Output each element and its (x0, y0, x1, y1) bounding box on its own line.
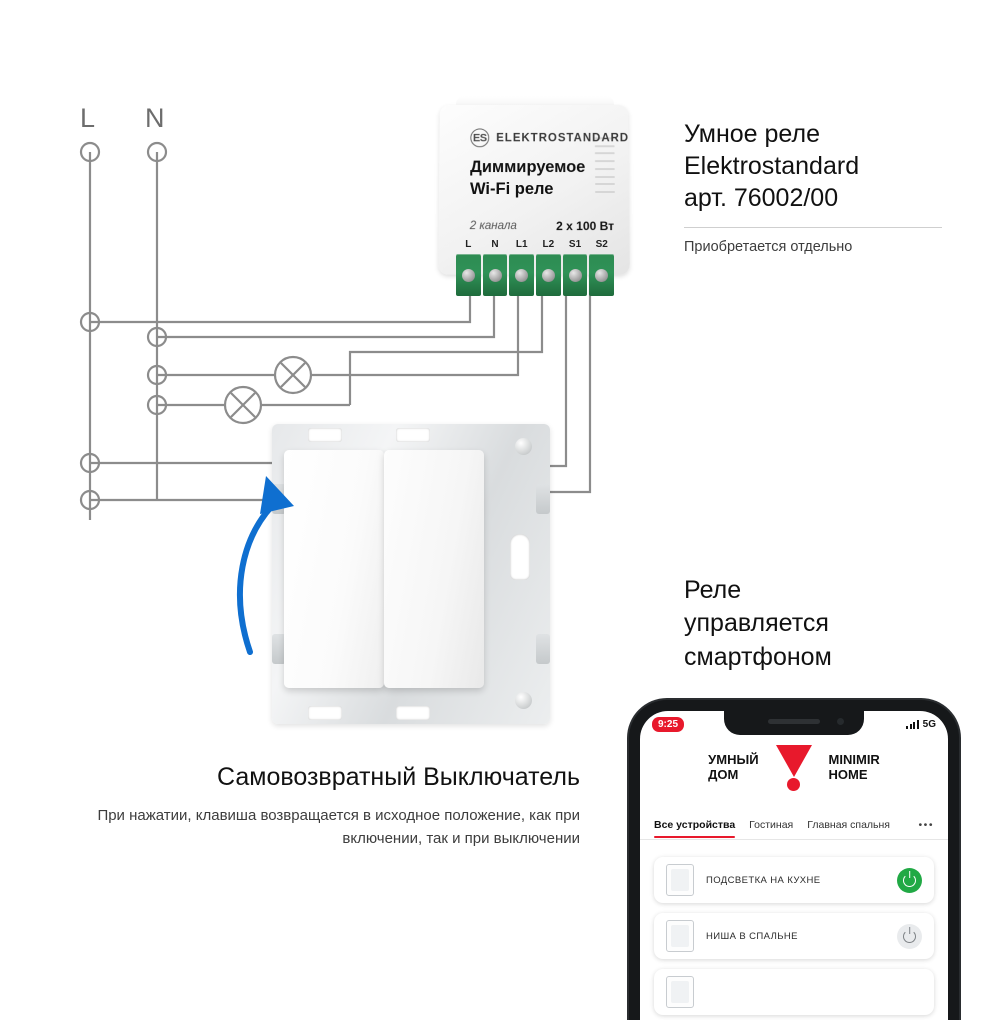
device-name: НИША В СПАЛЬНЕ (706, 930, 798, 942)
app-logo-icon (773, 745, 815, 791)
es-logo-icon: ES (470, 128, 489, 147)
relay-title-line1: Диммируемое (470, 158, 586, 177)
terminal-s1 (563, 239, 588, 296)
network-type-label: 5G (922, 718, 936, 730)
status-bar (640, 711, 948, 737)
phone-caption-line3: смартфоном (684, 642, 832, 671)
frame-hole (396, 428, 430, 442)
tab-living-room[interactable]: Гостиная (749, 819, 794, 831)
frame-hole (308, 428, 342, 442)
relay-brand (470, 128, 629, 147)
phone-screen (640, 711, 948, 1020)
terminal-label-s2: S2 (595, 239, 608, 250)
frame-screw (515, 692, 532, 709)
info-divider (684, 227, 942, 228)
relay-info-title-line3: арт. 76002/00 (684, 184, 839, 212)
app-logo-left-text (708, 753, 758, 783)
terminal-label-l: L (465, 239, 472, 250)
status-right (906, 719, 936, 730)
device-power-toggle-off[interactable] (897, 924, 922, 949)
device-card-partial[interactable] (654, 969, 934, 1015)
tab-bar-divider (640, 839, 948, 840)
app-logo-right-line1: MINIMIR (828, 752, 880, 768)
device-icon (666, 920, 694, 952)
terminal-l (456, 239, 481, 296)
terminal-label-l1: L1 (515, 239, 528, 250)
device-power-toggle-on[interactable] (897, 868, 922, 893)
tab-master-bedroom[interactable]: Главная спальня (807, 819, 890, 831)
relay-info-title-line1: Умное реле (684, 120, 820, 148)
terminal-l2 (536, 239, 561, 296)
power-icon (903, 874, 916, 887)
frame-hole (396, 706, 430, 720)
terminal-l1 (509, 239, 534, 296)
frame-claw (536, 634, 550, 664)
relay-power: 2 x 100 Вт (556, 219, 615, 234)
smartphone (629, 700, 959, 1020)
tab-more-icon[interactable]: ••• (918, 819, 934, 831)
app-logo-left-line2: ДОМ (708, 767, 739, 782)
app-logo-right-line2: HOME (828, 767, 868, 782)
switch-caption-title: Самовозвратный Выключатель (217, 763, 580, 791)
app-logo-header (640, 741, 948, 791)
power-icon (903, 930, 916, 943)
relay-info-note: Приобретается отдельно (684, 239, 853, 255)
frame-screw (515, 438, 532, 455)
device-card[interactable] (654, 913, 934, 959)
relay-info-block (684, 118, 942, 255)
app-tab-bar (640, 819, 948, 831)
phone-caption-line2: управляется (684, 609, 829, 638)
frame-lock-slot (510, 534, 530, 580)
phase-label-n: N (145, 103, 165, 133)
relay-title (470, 157, 586, 200)
terminal-label-n: N (491, 239, 499, 250)
phase-label-l: L (80, 103, 96, 133)
switch-caption-text: При нажатии, клавиша возвращается в исходное положение, как при включении, так и при выключении (97, 807, 580, 848)
tab-all-devices[interactable]: Все устройства (654, 819, 736, 831)
device-card[interactable] (654, 857, 934, 903)
frame-hole (308, 706, 342, 720)
relay-title-line2: Wi-Fi реле (469, 179, 554, 198)
device-icon (666, 864, 694, 896)
switch-key-left[interactable] (284, 450, 384, 688)
relay-terminal-strip (456, 239, 614, 296)
frame-claw (536, 484, 550, 514)
switch-key-right[interactable] (384, 450, 484, 688)
terminal-s2 (589, 239, 614, 296)
wire-l-to-relay (90, 268, 470, 322)
terminal-label-s1: S1 (568, 239, 582, 250)
relay-info-title (684, 118, 942, 214)
terminal-n (483, 239, 508, 296)
app-logo-right-text (829, 753, 880, 783)
terminal-label-l2: L2 (542, 239, 555, 250)
phone-caption-block (684, 574, 944, 674)
relay-channels: 2 канала (469, 220, 517, 233)
app-logo-left-line1: УМНЫЙ (708, 752, 759, 768)
signal-bars-icon (906, 720, 919, 729)
relay-info-title-line2: Elektrostandard (684, 152, 860, 180)
phone-caption-line1: Реле (684, 576, 742, 604)
wall-switch (272, 424, 550, 724)
status-clock: 9:25 (652, 717, 684, 732)
relay-module (432, 104, 636, 296)
relay-brand-name: ELEKTROSTANDARD (496, 131, 630, 144)
device-icon (666, 976, 694, 1008)
switch-caption-block (90, 763, 580, 851)
device-name: ПОДСВЕТКА НА КУХНЕ (706, 874, 821, 886)
